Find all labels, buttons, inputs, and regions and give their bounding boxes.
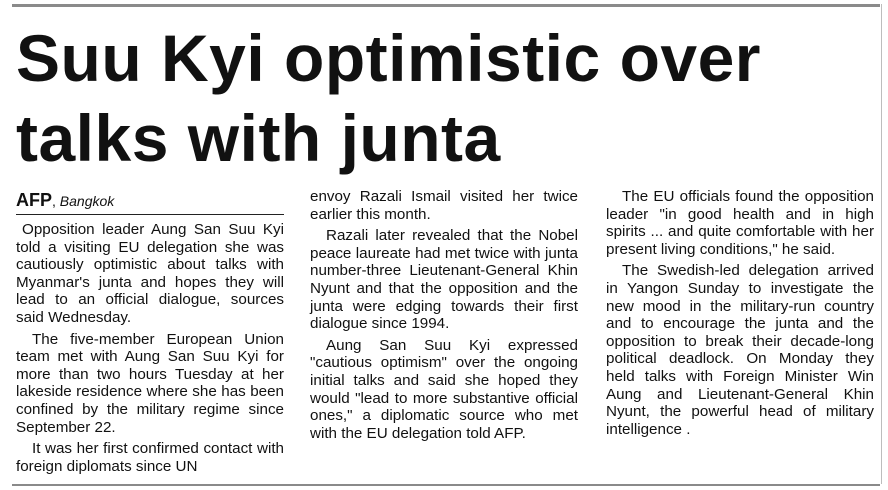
headline-line-2: talks with junta: [16, 101, 501, 175]
paragraph-6: The EU officials found the opposition leader "in good health and in high spirits ... and quite comfortable with her present living conditions," he said.: [606, 188, 874, 258]
paragraph-5: Aung San Suu Kyi expressed "cautious optimism" over the ongoing initial talks and said she hoped they would "lead to more substantive official ones," a diplomatic source who met with the EU delegation told AFP.: [310, 336, 578, 442]
byline-agency: AFP: [16, 190, 52, 210]
column-3: [606, 188, 874, 438]
top-rule: [12, 4, 880, 7]
headline: [16, 18, 876, 178]
paragraph-3-continued: envoy Razali Ismail visited her twice earlier this month.: [310, 188, 578, 223]
byline: [16, 188, 284, 212]
right-rule: [881, 4, 882, 484]
byline-rule: [16, 214, 284, 215]
paragraph-2: The five-member European Union team met with Aung San Suu Kyi for more than two hours Tuesday at her lakeside residence where she has been confined by the military regime since September 22.: [16, 330, 284, 436]
paragraph-3: It was her first confirmed contact with foreign diplomats since UN: [16, 440, 284, 475]
column-1: [16, 188, 284, 475]
byline-place: Bangkok: [59, 193, 115, 209]
headline-line-1: Suu Kyi optimistic over: [16, 21, 761, 95]
paragraph-7: The Swedish-led delegation arrived in Yangon Sunday to investigate the new mood in the military-run country and to encourage the junta and the opposition to break their decade-long political deadlock. On Monday they held talks with Foreign Minister Win Aung and Lieutenant-General Khin Nyunt, the powerful head of military intelligence .: [606, 262, 874, 438]
paragraph-4: Razali later revealed that the Nobel peace laureate had met twice with junta number-three Lieutenant-General Khin Nyunt and that the opposition and the junta were edging towards their first dialogue since 1994.: [310, 227, 578, 333]
column-2-text: [310, 188, 578, 442]
bottom-rule: [12, 484, 880, 486]
byline-separator: ,: [52, 193, 60, 209]
paragraph-1: Opposition leader Aung San Suu Kyi told a visiting EU delegation she was cautiously optimistic about talks with Myanmar's junta and hopes they will lead to an official dialogue, sources said Wednesday.: [16, 221, 284, 326]
